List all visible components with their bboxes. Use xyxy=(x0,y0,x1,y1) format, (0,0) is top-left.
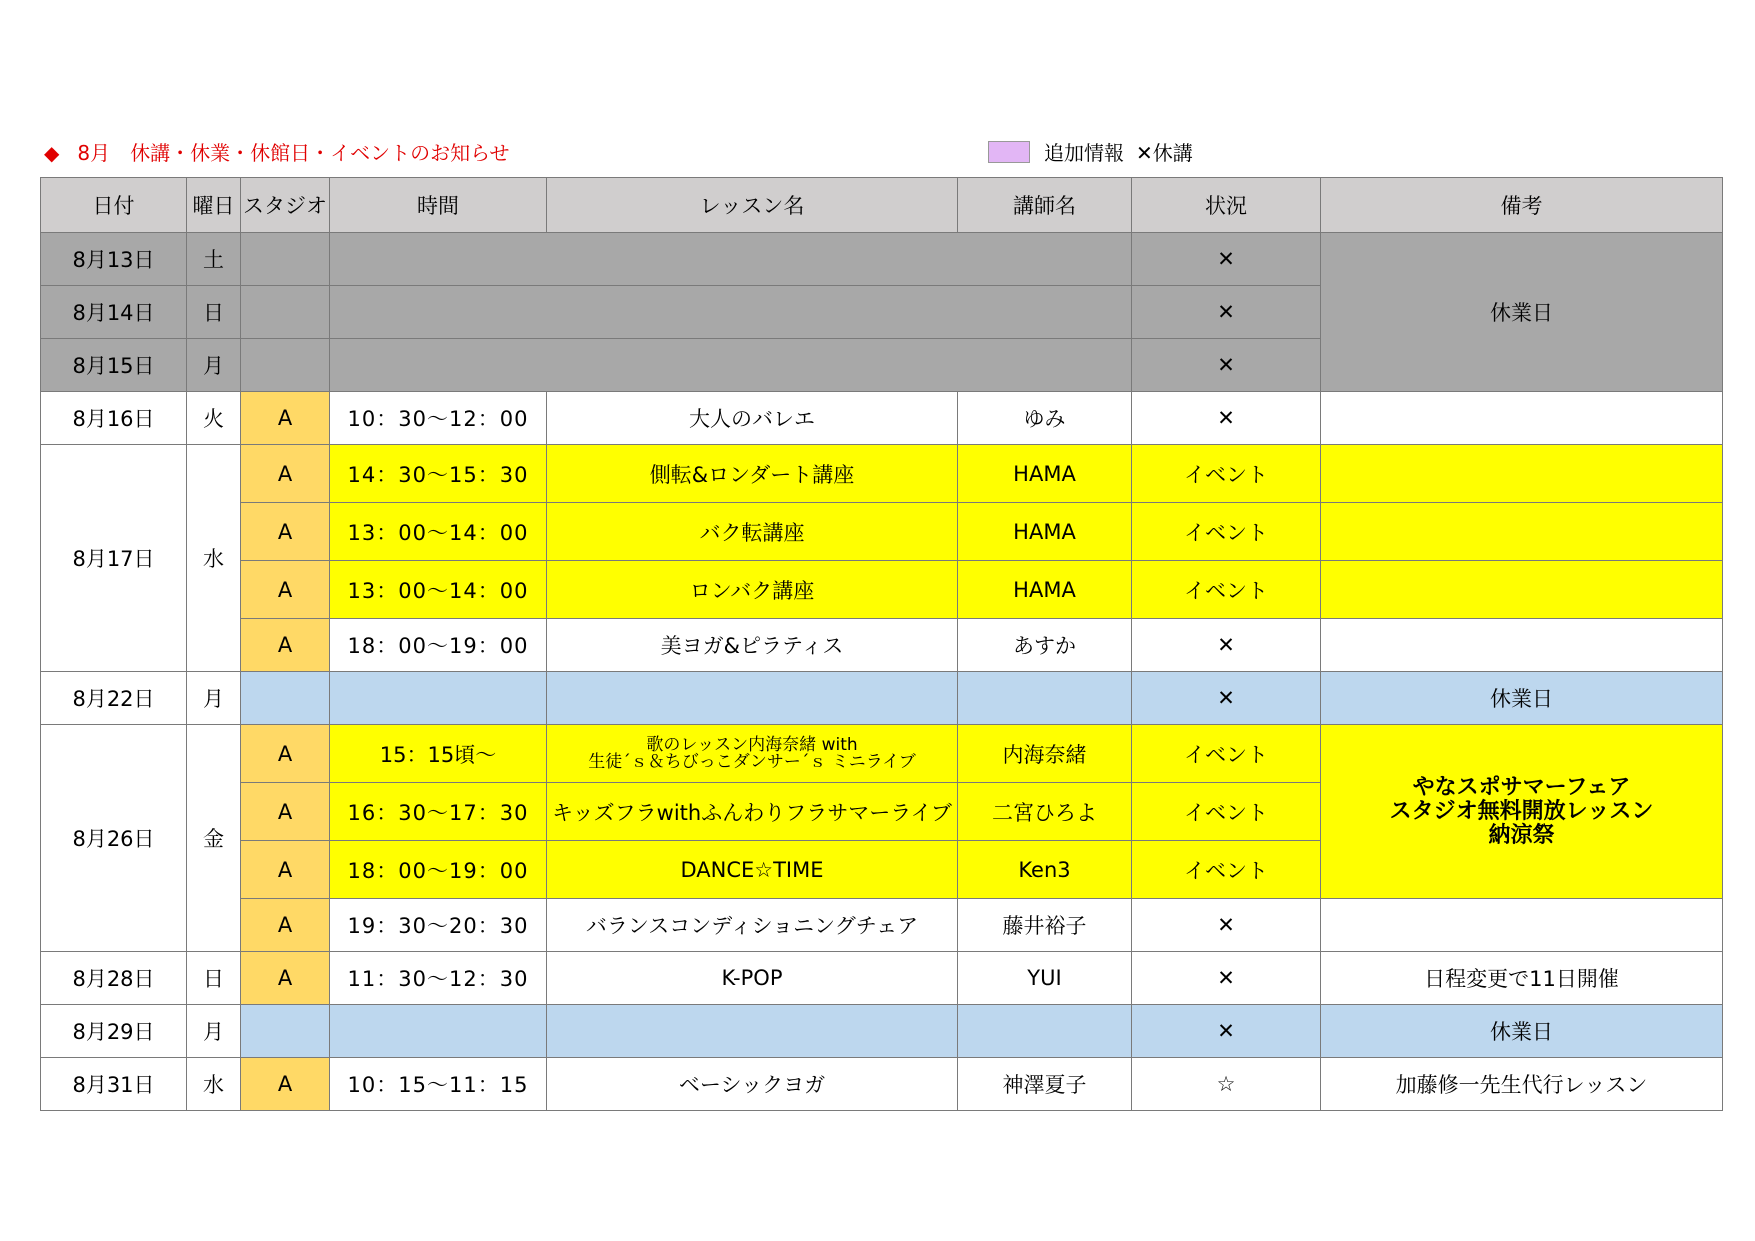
note-cell xyxy=(1321,619,1723,672)
event-note-line-3: 納涼祭 xyxy=(1488,822,1555,848)
status-cell: ✕ xyxy=(1132,899,1321,952)
day-cell: 月 xyxy=(187,1005,241,1058)
note-cell xyxy=(1321,561,1723,619)
date-cell: 8月31日 xyxy=(41,1058,187,1111)
day-cell: 金 xyxy=(187,725,241,952)
date-cell: 8月22日 xyxy=(41,672,187,725)
date-cell: 8月13日 xyxy=(41,233,187,286)
lesson-cell: 大人のバレエ xyxy=(547,392,958,445)
note-cell: 日程変更で11日開催 xyxy=(1321,952,1723,1005)
table-row xyxy=(41,445,1723,503)
note-cell: 休業日 xyxy=(1321,233,1723,392)
status-cell: ✕ xyxy=(1132,233,1321,286)
teacher-cell xyxy=(958,1005,1132,1058)
blank-cell xyxy=(330,233,1132,286)
day-cell: 月 xyxy=(187,672,241,725)
schedule-table xyxy=(40,177,1723,1111)
table-row xyxy=(41,1005,1723,1058)
status-cell: イベント xyxy=(1132,503,1321,561)
lesson-cell: ロンバク講座 xyxy=(547,561,958,619)
time-cell: 15：15頃～ xyxy=(330,725,547,783)
lesson-cell: K-POP xyxy=(547,952,958,1005)
teacher-cell: 神澤夏子 xyxy=(958,1058,1132,1111)
legend-cancel-label: ✕休講 xyxy=(1136,141,1193,165)
teacher-cell: YUI xyxy=(958,952,1132,1005)
time-cell xyxy=(330,1005,547,1058)
col-time: 時間 xyxy=(330,178,547,233)
table-row xyxy=(41,392,1723,445)
status-cell: イベント xyxy=(1132,783,1321,841)
table-row xyxy=(41,1058,1723,1111)
status-cell: イベント xyxy=(1132,561,1321,619)
studio-cell xyxy=(241,286,330,339)
time-cell: 14：30～15：30 xyxy=(330,445,547,503)
event-note-cell xyxy=(1321,725,1723,899)
diamond-icon: ◆ xyxy=(44,141,60,165)
header-row xyxy=(41,178,1723,233)
studio-cell: A xyxy=(241,899,330,952)
event-note-line-1: やなスポサマーフェア xyxy=(1412,774,1631,800)
day-cell: 火 xyxy=(187,392,241,445)
table-row xyxy=(41,503,1723,561)
lesson-cell xyxy=(547,1005,958,1058)
studio-cell xyxy=(241,233,330,286)
date-cell: 8月26日 xyxy=(41,725,187,952)
lesson-line-2: 生徒´ｓ＆ちびっこダンサー´ｓ ミニライブ xyxy=(588,751,916,772)
time-cell: 13：00～14：00 xyxy=(330,561,547,619)
status-cell: イベント xyxy=(1132,725,1321,783)
lesson-cell xyxy=(547,672,958,725)
table-row xyxy=(41,672,1723,725)
time-cell: 13：00～14：00 xyxy=(330,503,547,561)
event-note-line-2: スタジオ無料開放レッスン xyxy=(1389,798,1654,824)
blank-cell xyxy=(330,286,1132,339)
status-cell: ✕ xyxy=(1132,619,1321,672)
status-cell: イベント xyxy=(1132,841,1321,899)
note-cell xyxy=(1321,503,1723,561)
table-row xyxy=(41,899,1723,952)
studio-cell xyxy=(241,1005,330,1058)
col-day: 曜日 xyxy=(187,178,241,233)
lesson-cell: 側転&ロンダート講座 xyxy=(547,445,958,503)
legend-swatch xyxy=(988,141,1030,163)
table-row xyxy=(41,561,1723,619)
day-cell: 水 xyxy=(187,1058,241,1111)
teacher-cell: 二宮ひろよ xyxy=(958,783,1132,841)
teacher-cell: HAMA xyxy=(958,561,1132,619)
teacher-cell: ゆみ xyxy=(958,392,1132,445)
day-cell: 日 xyxy=(187,952,241,1005)
table-row xyxy=(41,233,1723,286)
legend xyxy=(988,137,1193,166)
studio-cell xyxy=(241,339,330,392)
day-cell: 日 xyxy=(187,286,241,339)
studio-cell: A xyxy=(241,725,330,783)
lesson-cell: キッズフラwithふんわりフラサマーライブ xyxy=(547,783,958,841)
col-studio: スタジオ xyxy=(241,178,330,233)
status-cell: ✕ xyxy=(1132,286,1321,339)
date-cell: 8月17日 xyxy=(41,445,187,672)
teacher-cell: 藤井裕子 xyxy=(958,899,1132,952)
lesson-cell: 美ヨガ&ピラティス xyxy=(547,619,958,672)
table-row xyxy=(41,952,1723,1005)
status-cell: ✕ xyxy=(1132,952,1321,1005)
teacher-cell xyxy=(958,672,1132,725)
col-status: 状況 xyxy=(1132,178,1321,233)
table-row xyxy=(41,619,1723,672)
studio-cell: A xyxy=(241,445,330,503)
blank-cell xyxy=(330,339,1132,392)
studio-cell: A xyxy=(241,1058,330,1111)
note-cell xyxy=(1321,899,1723,952)
studio-cell: A xyxy=(241,561,330,619)
col-note: 備考 xyxy=(1321,178,1723,233)
note-cell: 加藤修一先生代行レッスン xyxy=(1321,1058,1723,1111)
note-cell: 休業日 xyxy=(1321,672,1723,725)
lesson-cell: バク転講座 xyxy=(547,503,958,561)
date-cell: 8月28日 xyxy=(41,952,187,1005)
studio-cell: A xyxy=(241,619,330,672)
date-cell: 8月29日 xyxy=(41,1005,187,1058)
status-cell: ☆ xyxy=(1132,1058,1321,1111)
notice-title xyxy=(44,137,510,166)
time-cell: 11：30～12：30 xyxy=(330,952,547,1005)
time-cell: 16：30～17：30 xyxy=(330,783,547,841)
note-cell: 休業日 xyxy=(1321,1005,1723,1058)
status-cell: ✕ xyxy=(1132,392,1321,445)
lesson-cell: ベーシックヨガ xyxy=(547,1058,958,1111)
note-cell xyxy=(1321,392,1723,445)
note-cell xyxy=(1321,445,1723,503)
day-cell: 月 xyxy=(187,339,241,392)
date-cell: 8月16日 xyxy=(41,392,187,445)
col-teacher: 講師名 xyxy=(958,178,1132,233)
studio-cell: A xyxy=(241,392,330,445)
status-cell: ✕ xyxy=(1132,1005,1321,1058)
time-cell xyxy=(330,672,547,725)
status-cell: ✕ xyxy=(1132,672,1321,725)
lesson-cell: バランスコンディショニングチェア xyxy=(547,899,958,952)
time-cell: 10：15～11：15 xyxy=(330,1058,547,1111)
teacher-cell: あすか xyxy=(958,619,1132,672)
date-cell: 8月14日 xyxy=(41,286,187,339)
time-cell: 19：30～20：30 xyxy=(330,899,547,952)
teacher-cell: HAMA xyxy=(958,503,1132,561)
col-lesson: レッスン名 xyxy=(547,178,958,233)
teacher-cell: 内海奈緒 xyxy=(958,725,1132,783)
day-cell: 水 xyxy=(187,445,241,672)
time-cell: 18：00～19：00 xyxy=(330,619,547,672)
status-cell: ✕ xyxy=(1132,339,1321,392)
studio-cell: A xyxy=(241,952,330,1005)
legend-label: 追加情報 xyxy=(1044,141,1124,165)
studio-cell: A xyxy=(241,503,330,561)
time-cell: 10：30～12：00 xyxy=(330,392,547,445)
teacher-cell: HAMA xyxy=(958,445,1132,503)
lesson-cell: DANCE☆TIME xyxy=(547,841,958,899)
day-cell: 土 xyxy=(187,233,241,286)
lesson-line-1: 歌のレッスン内海奈緒 with xyxy=(646,734,858,755)
studio-cell: A xyxy=(241,783,330,841)
lesson-cell xyxy=(547,725,958,783)
time-cell: 18：00～19：00 xyxy=(330,841,547,899)
studio-cell xyxy=(241,672,330,725)
table-row xyxy=(41,725,1723,783)
title-text: 8月 休講・休業・休館日・イベントのお知らせ xyxy=(77,141,510,165)
date-cell: 8月15日 xyxy=(41,339,187,392)
teacher-cell: Ken3 xyxy=(958,841,1132,899)
studio-cell: A xyxy=(241,841,330,899)
col-date: 日付 xyxy=(41,178,187,233)
status-cell: イベント xyxy=(1132,445,1321,503)
